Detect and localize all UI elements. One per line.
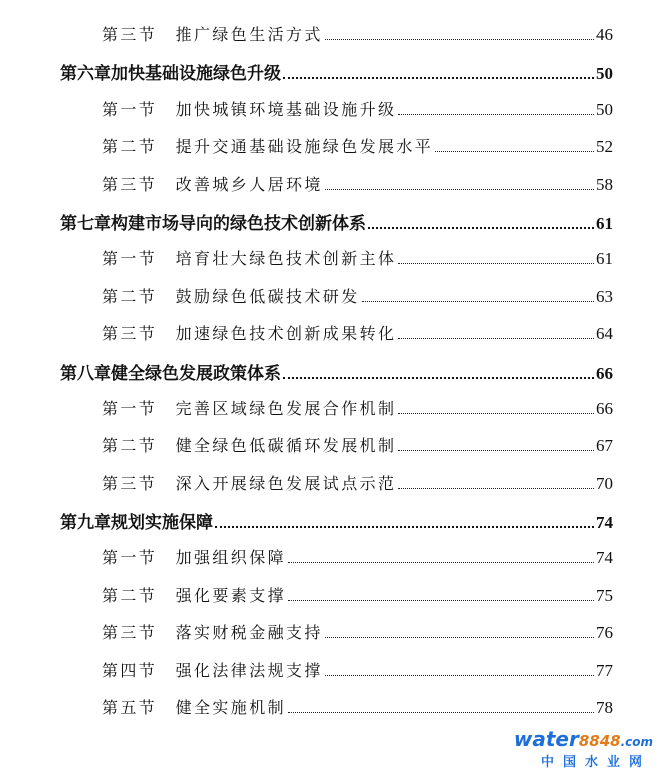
entry-title: 强化要素支撑 <box>175 585 287 605</box>
dot-leader <box>398 114 594 115</box>
entry-number: 第六章 <box>60 64 111 85</box>
dot-leader <box>368 227 594 229</box>
entry-title: 加快城镇环境基础设施升级 <box>175 99 397 119</box>
toc-entry-chapter[interactable] <box>0 359 663 396</box>
watermark-brand <box>514 727 653 751</box>
page-number: 64 <box>596 324 613 344</box>
dot-leader <box>283 77 594 79</box>
page-number: 77 <box>596 660 613 680</box>
toc-entry-section[interactable] <box>0 433 663 470</box>
toc-entry-section[interactable] <box>0 97 663 134</box>
entry-title: 加快基础设施绿色升级 <box>111 64 281 85</box>
entry-number: 第八章 <box>60 363 111 384</box>
dot-leader <box>398 338 594 339</box>
toc-entry-section[interactable] <box>0 134 663 171</box>
dot-leader <box>215 526 594 528</box>
toc-entry-section[interactable] <box>0 246 663 283</box>
toc-entry-section[interactable] <box>0 172 663 209</box>
dot-leader <box>325 189 594 190</box>
page-number: 66 <box>596 363 613 383</box>
toc-entry-section[interactable] <box>0 471 663 508</box>
entry-number: 第二节 <box>102 585 158 605</box>
page-number: 78 <box>596 698 613 718</box>
entry-title: 落实财税金融支持 <box>175 623 323 643</box>
entry-title: 培育壮大绿色技术创新主体 <box>175 249 397 269</box>
entry-title: 提升交通基础设施绿色发展水平 <box>175 137 434 157</box>
toc-entry-section[interactable] <box>0 321 663 358</box>
toc-entry-chapter[interactable] <box>0 59 663 96</box>
watermark-logo <box>513 727 655 771</box>
entry-title: 强化法律法规支撑 <box>175 660 323 680</box>
dot-leader <box>398 450 594 451</box>
entry-number: 第九章 <box>60 513 111 534</box>
page-number: 46 <box>596 25 613 44</box>
toc-entry-section[interactable] <box>0 658 663 695</box>
entry-number: 第三节 <box>102 473 158 493</box>
watermark-brand-word: water <box>513 727 579 751</box>
entry-number: 第五节 <box>102 698 158 718</box>
dot-leader <box>325 675 594 676</box>
toc-entry-section[interactable] <box>0 583 663 620</box>
entry-title: 鼓励绿色低碳技术研发 <box>175 286 360 306</box>
page-number: 67 <box>596 436 613 456</box>
page-number: 63 <box>596 286 613 306</box>
entry-number: 第三节 <box>102 25 158 44</box>
dot-leader <box>288 712 594 713</box>
table-of-contents <box>0 22 663 732</box>
entry-number: 第四节 <box>102 660 158 680</box>
page-number: 74 <box>596 548 613 568</box>
entry-title: 健全绿色发展政策体系 <box>111 363 281 384</box>
entry-title: 构建市场导向的绿色技术创新体系 <box>111 213 366 234</box>
entry-number: 第七章 <box>60 213 111 234</box>
page-number: 61 <box>596 213 613 233</box>
toc-entry-chapter[interactable] <box>0 508 663 545</box>
entry-title: 健全实施机制 <box>175 698 287 718</box>
entry-number: 第二节 <box>102 286 158 306</box>
page-number: 74 <box>596 513 613 533</box>
dot-leader <box>288 562 594 563</box>
toc-entry-section[interactable] <box>0 545 663 582</box>
dot-leader <box>288 600 594 601</box>
entry-title: 规划实施保障 <box>111 513 213 534</box>
entry-number: 第一节 <box>102 548 158 568</box>
page-number: 50 <box>596 64 613 84</box>
entry-title: 完善区域绿色发展合作机制 <box>175 398 397 418</box>
dot-leader <box>362 301 594 302</box>
dot-leader <box>325 39 594 40</box>
page-number: 66 <box>596 398 613 418</box>
dot-leader <box>398 263 594 264</box>
entry-title: 深入开展绿色发展试点示范 <box>175 473 397 493</box>
dot-leader <box>283 377 594 379</box>
page-number: 50 <box>596 99 613 119</box>
page-number: 61 <box>596 249 613 269</box>
entry-title: 推广绿色生活方式 <box>175 25 323 44</box>
entry-number: 第三节 <box>102 623 158 643</box>
watermark-brand-suffix: .com <box>620 735 653 749</box>
toc-entry-section[interactable] <box>0 284 663 321</box>
page-number: 70 <box>596 473 613 493</box>
dot-leader <box>398 413 594 414</box>
toc-entry-section[interactable] <box>0 620 663 657</box>
page-number: 58 <box>596 174 613 194</box>
dot-leader <box>398 488 594 489</box>
toc-entry-section[interactable] <box>0 396 663 433</box>
entry-number: 第一节 <box>102 99 158 119</box>
page-number: 75 <box>596 585 613 605</box>
entry-number: 第一节 <box>102 398 158 418</box>
dot-leader <box>435 151 594 152</box>
entry-title: 加速绿色技术创新成果转化 <box>175 324 397 344</box>
toc-entry-chapter[interactable] <box>0 209 663 246</box>
entry-number: 第三节 <box>102 174 158 194</box>
entry-number: 第三节 <box>102 324 158 344</box>
page-number: 76 <box>596 623 613 643</box>
entry-title: 健全绿色低碳循环发展机制 <box>175 436 397 456</box>
entry-number: 第二节 <box>102 436 158 456</box>
entry-title: 改善城乡人居环境 <box>175 174 323 194</box>
page-number: 52 <box>596 137 613 157</box>
toc-entry-section[interactable] <box>0 22 663 59</box>
entry-number: 第一节 <box>102 249 158 269</box>
watermark-brand-number: 8848 <box>578 732 621 750</box>
entry-number: 第二节 <box>102 137 158 157</box>
dot-leader <box>325 637 594 638</box>
entry-title: 加强组织保障 <box>175 548 287 568</box>
watermark-chinese-name: 中国水业网 <box>540 755 651 770</box>
